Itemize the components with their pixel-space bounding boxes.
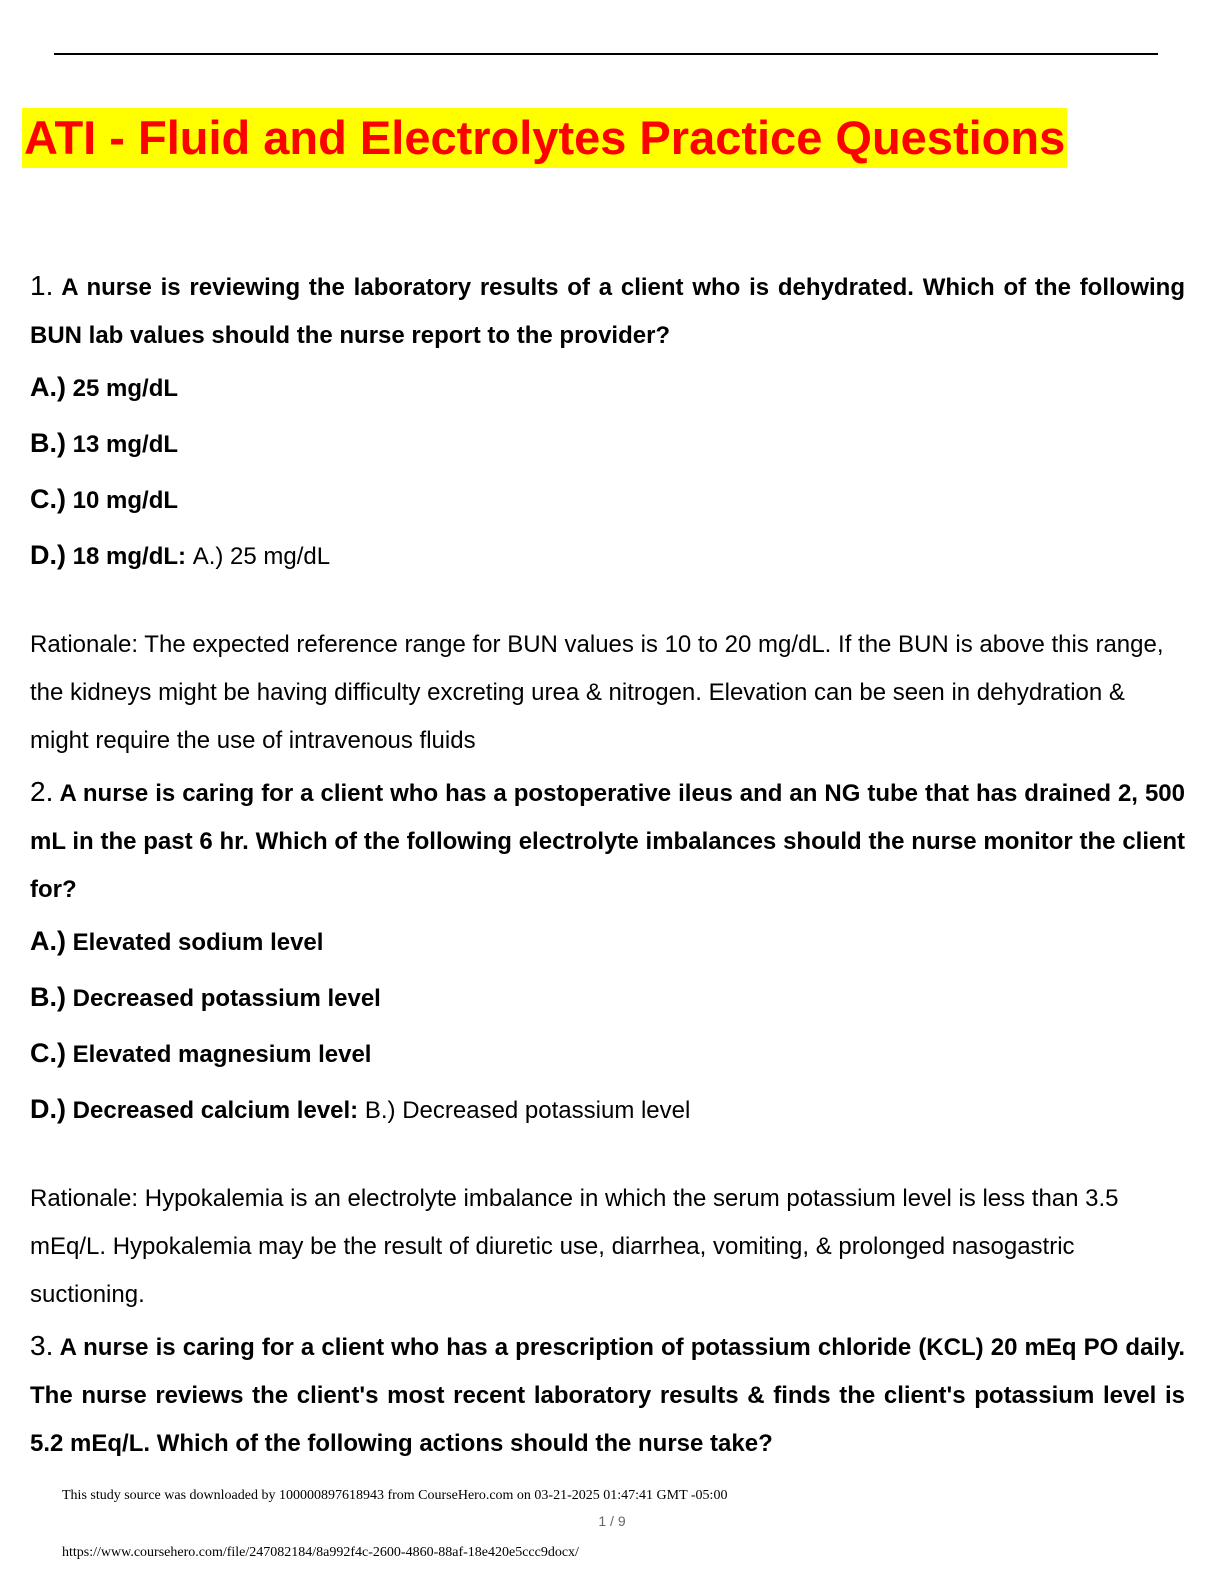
header-rule <box>54 53 1158 55</box>
question-2-answer: B.) Decreased potassium level <box>364 1097 691 1124</box>
document-title: ATI - Fluid and Electrolytes Practice Questions <box>22 108 1067 168</box>
option-letter: D.) <box>30 1094 66 1124</box>
question-1-option-b <box>30 416 1185 472</box>
option-letter: A.) <box>30 926 66 956</box>
source-url[interactable]: https://www.coursehero.com/file/247082184/8a992f4c-2600-4860-88af-18e420e5ccc9docx/ <box>62 1545 579 1560</box>
option-text: Elevated sodium level <box>72 929 324 956</box>
question-text: A nurse is caring for a client who has a postoperative ileus and an NG tube that has drained 2, 500 mL in the past 6 hr. Which of the following electrolyte imbalances should the nurse monitor the client for? <box>30 780 1185 903</box>
question-2-option-b <box>30 970 1185 1026</box>
document-body <box>30 262 1185 1468</box>
question-1-rationale: Rationale: The expected reference range for BUN values is 10 to 20 mg/dL. If the BUN is above this range, the kidneys might be having difficulty excreting urea & nitrogen. Elevation can be seen in dehydration & might require the use of intravenous fluids <box>30 631 1164 754</box>
option-text: Elevated magnesium level <box>72 1041 372 1068</box>
option-text: 13 mg/dL <box>72 431 179 458</box>
question-2-option-a <box>30 914 1185 970</box>
question-text: A nurse is caring for a client who has a prescription of potassium chloride (KCL) 20 mEq PO daily. The nurse reviews the client's most recent laboratory results & finds the client's potassium level is 5.2 mEq/L. Which of the following actions should the nurse take? <box>30 1334 1185 1457</box>
question-text: A nurse is reviewing the laboratory results of a client who is dehydrated. Which of the following BUN lab values should the nurse report to the provider? <box>30 274 1185 349</box>
question-2-rationale: Rationale: Hypokalemia is an electrolyte imbalance in which the serum potassium level is less than 3.5 mEq/L. Hypokalemia may be the result of diuretic use, diarrhea, vomiting, & prolonged nasogastric suctioning. <box>30 1185 1119 1308</box>
question-1-stem <box>30 262 1185 360</box>
option-letter: B.) <box>30 428 66 458</box>
option-letter: A.) <box>30 372 66 402</box>
download-source-note: This study source was downloaded by 100000897618943 from CourseHero.com on 03-21-2025 01:47:41 GMT -05:00 <box>62 1488 728 1503</box>
question-1-option-d <box>30 528 1185 584</box>
question-1-option-a <box>30 360 1185 416</box>
question-number: 1. <box>30 270 54 301</box>
option-text: 10 mg/dL <box>72 487 179 514</box>
option-letter: B.) <box>30 982 66 1012</box>
question-3-stem <box>30 1322 1185 1468</box>
question-2-stem <box>30 768 1185 914</box>
question-number: 3. <box>30 1330 54 1361</box>
question-1-answer: A.) 25 mg/dL <box>192 543 331 570</box>
question-2-option-c <box>30 1026 1185 1082</box>
option-letter: C.) <box>30 1038 66 1068</box>
option-text: 25 mg/dL <box>72 375 179 402</box>
question-2-option-d <box>30 1082 1185 1138</box>
option-letter: C.) <box>30 484 66 514</box>
option-text: Decreased calcium level: <box>72 1097 359 1124</box>
option-text: 18 mg/dL: <box>72 543 187 570</box>
question-number: 2. <box>30 776 54 807</box>
page-indicator: 1 / 9 <box>598 1513 626 1529</box>
question-1-option-c <box>30 472 1185 528</box>
option-letter: D.) <box>30 540 66 570</box>
option-text: Decreased potassium level <box>72 985 381 1012</box>
